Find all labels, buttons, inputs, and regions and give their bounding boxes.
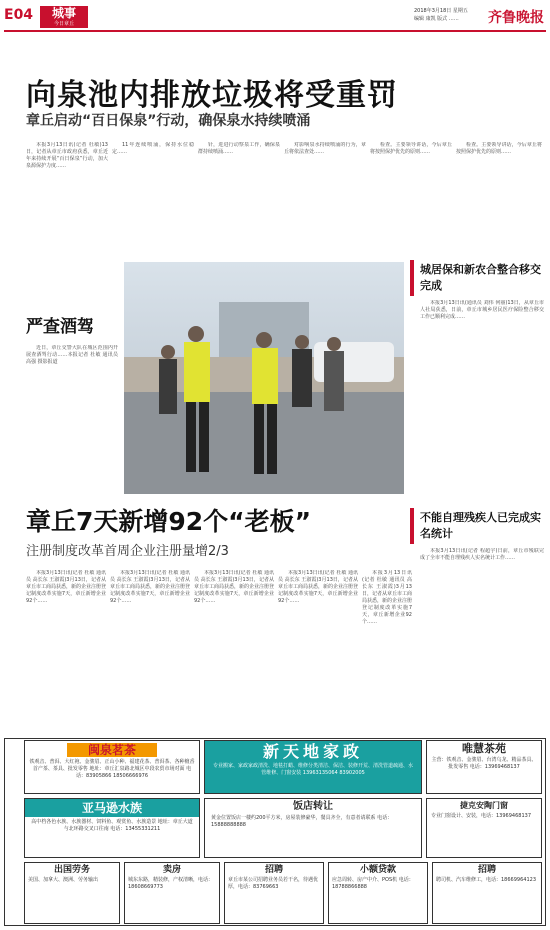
ad-labor-export-text: 美国、加拿大、澳洲、劳务输出 [28, 877, 99, 883]
story2-col5: 本报3月13日讯(记者 杜敏 通讯员 高长东 王淑霞)3月13日，记者从章丘市工商局获悉，新的企业注册登记制度改革实施7天，章丘新增企业92个…… [362, 570, 412, 625]
photo-story-title: 严查酒驾 [26, 317, 94, 337]
right-story1-body: 本报3月13日讯(通讯员 刘伟 何丽)13日，从章丘市人社局获悉，日前，章丘市城乡居民医疗保险整合移交工作已顺利完成…… [420, 300, 544, 320]
ad-housekeeping [204, 740, 422, 794]
story1-marker [410, 260, 414, 296]
page-header [4, 4, 546, 30]
ad-loans-text: 应急周转、房产中介、POS机 电话：18788866888 [332, 877, 414, 890]
right-story2-title: 不能自理残疾人已完成实名统计 [420, 511, 541, 540]
story2-marker [410, 508, 414, 544]
ad-housekeeping-title: 新天地家政 [262, 742, 363, 761]
ad-house-sale [124, 862, 220, 924]
ad-tea-wei [426, 740, 542, 794]
ad-hiring-2-text: 聘司机、汽车维修工，电话：18669964123 [436, 877, 536, 883]
headline-col2: 11年连续喷涌，保持水位稳定…… [112, 142, 194, 155]
ad-hiring-1-text: 章丘市某公司招聘业务员若干名，待遇优厚，电话：83769663 [228, 877, 319, 890]
story2-col1: 本报3月13日讯(记者 杜敏 通讯员 高长东 王淑霞)3月13日，记者从章丘市工商局获悉，新的企业注册登记制度改革实施7天，章丘新增企业92个…… [26, 570, 106, 604]
second-headline: 章丘7天新增92个“老板” [26, 507, 312, 536]
right-story2-body: 本报3月13日讯(记者 程超宇)日前，章丘市残联完成了全市不能自理残疾人实名统计工作…… [420, 548, 544, 561]
headline-col1: 本报3月13日讯(记者 杜敏)13日，记者从章丘市政府获悉，章丘近年来持续开展“百日保泉”行动，加大泉源保护力度…… [26, 142, 108, 169]
headline-col4: 对影响泉水持续喷涌的行为，章丘将依法查处…… [284, 142, 366, 155]
ad-loans [328, 862, 428, 924]
ad-hiring-2 [432, 862, 542, 924]
main-subheadline: 章丘启动“百日保泉”行动，确保泉水持续喷涌 [26, 113, 311, 129]
ad-tea-min [24, 740, 200, 794]
main-headline: 向泉池内排放垃圾将受重罚 [26, 78, 398, 113]
ad-windows-title: 捷克安陶门窗 [460, 801, 508, 810]
ad-hiring-2-title: 招聘 [477, 865, 496, 875]
headline-col6: 检查。主要领导讲话，今后章丘将按照保护优先的原则…… [456, 142, 542, 155]
story2-col4: 本报3月13日讯(记者 杜敏 通讯员 高长东 王淑霞)3月13日，记者从章丘市工商局获悉，新的企业注册登记制度改革实施7天，章丘新增企业92个…… [278, 570, 358, 604]
section-label: 城事 [40, 6, 88, 21]
ad-hiring-1 [224, 862, 324, 924]
ad-hiring-1-title: 招聘 [264, 865, 283, 875]
ad-tea-wei-title: 唯慧茶苑 [462, 742, 506, 755]
ad-house-sale-title: 卖房 [162, 865, 181, 875]
right-story1-title: 城居保和新农合整合移交完成 [420, 263, 541, 292]
ad-windows-text: 专业门窗设计、安装，电话：13969468137 [431, 813, 531, 819]
ad-aquarium-title: 亚马逊水族 [25, 799, 199, 817]
second-subheadline: 注册制度改革首周企业注册量增2/3 [26, 544, 229, 559]
ad-labor-export [24, 862, 120, 924]
headline-col5: 检查。主要领导讲话，今后章丘将按照保护优先的原则…… [370, 142, 452, 155]
ad-aquarium [24, 798, 200, 858]
headline-col3: 针，进进行动察泉工作，确保泉群持续喷涌…… [198, 142, 280, 155]
photo-story-caption: 近日，章丘交警大队在城区范围内开展查酒驾行动……本报记者 杜敏 通讯员 高强 摄影报道 [26, 345, 118, 365]
ad-restaurant-title: 饭店转让 [293, 801, 333, 812]
story2-col3: 本报3月13日讯(记者 杜敏 通讯员 高长东 王淑霞)3月13日，记者从章丘市工商局获悉，新的企业注册登记制度改革实施7天，章丘新增企业92个…… [194, 570, 274, 604]
ad-house-sale-text: 城东东路，精装修，产权清晰，电话：18608669773 [128, 877, 214, 890]
header-rule [4, 30, 546, 32]
ad-tea-wei-text: 主营：铁观音、金骏眉、台湾乌龙、精品茶具、批发零售 电话：13969468137 [431, 757, 537, 770]
ad-restaurant [204, 798, 422, 858]
photo-illustration [124, 262, 404, 494]
ad-labor-export-title: 出国劳务 [53, 865, 90, 875]
page-number: E04 [4, 7, 34, 23]
ad-housekeeping-text: 专业搬家、家政家政清洗、地毯打蜡、维修分类清洁、保洁、装修开荒、清洗管道疏通、水管维修、门窗安装 13963135064 83902005 [212, 763, 413, 776]
date-line: 2018年3月18日 星期五 [414, 8, 468, 14]
edition-label: 今日章丘 [40, 21, 88, 28]
paper-name: 齐鲁晚报 [488, 10, 544, 26]
ad-restaurant-text: 黄金位置饭店一楼约200平方米，房屋装修豪华，餐具齐全，有意者请联系 电话：15888888888 [211, 815, 393, 828]
ad-aquarium-text: 高中档各色水族、水族器材、饲料鱼、观赏鱼、水族造景 地址：章丘大道与北环路交叉口往南 电话：13455331211 [31, 819, 193, 832]
ad-windows [426, 798, 542, 858]
ad-tea-min-title: 闽泉茗茶 [67, 743, 157, 757]
story2-col2: 本报3月13日讯(记者 杜敏 通讯员 高长东 王淑霞)3月13日，记者从章丘市工商局获悉，新的企业注册登记制度改革实施7天，章丘新增企业92个…… [110, 570, 190, 604]
ad-tea-min-text: 铁观音、普洱、大红袍、金骏眉、正山小种、福建花茶、普洱茶、各种檀香 首产茶、茶具、批发零售 地址：章丘汇泉路北城区中段农贸市场对面 电话：83905866 18506666976 [29, 759, 195, 779]
ad-loans-title: 小额贷款 [359, 865, 396, 875]
editor-line: 编辑 康凯 版式 …… [414, 16, 459, 22]
news-photo [124, 262, 404, 494]
